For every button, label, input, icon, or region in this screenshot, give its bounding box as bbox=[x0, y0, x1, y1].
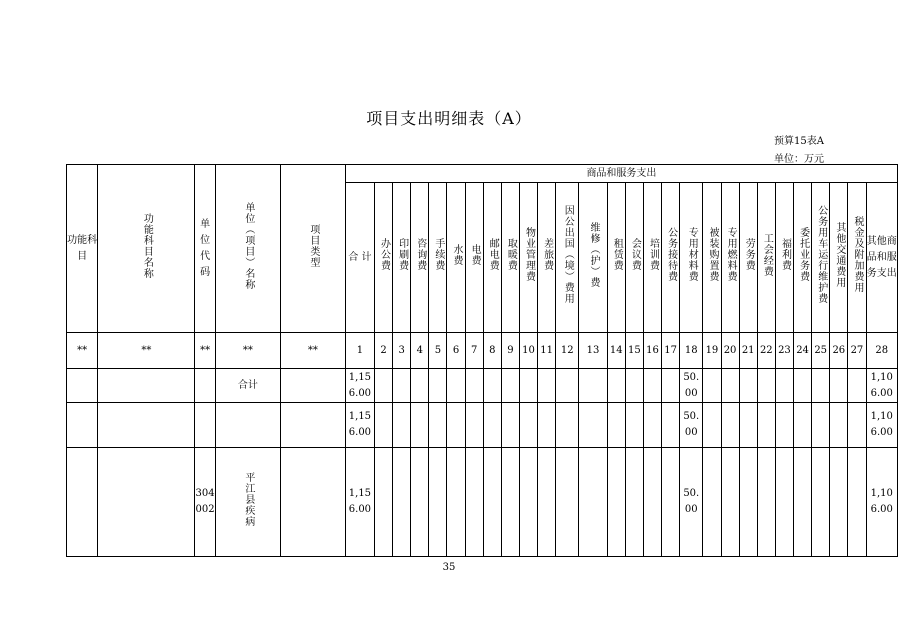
header-training: 培训费 bbox=[643, 183, 661, 333]
row-code: 304002 bbox=[195, 448, 216, 557]
col-no: 22 bbox=[757, 333, 775, 369]
col-no: 26 bbox=[830, 333, 848, 369]
col-no: 3 bbox=[393, 333, 411, 369]
header-vehicle: 公务用车运行维护费 bbox=[812, 183, 830, 333]
header-other: 其他商品和服务支出 bbox=[866, 183, 898, 333]
col-no: 12 bbox=[556, 333, 579, 369]
table-row bbox=[67, 448, 898, 557]
table-row bbox=[67, 369, 898, 403]
header-rent: 租赁费 bbox=[607, 183, 625, 333]
row-other: 1,106.00 bbox=[866, 403, 898, 448]
col-no: 5 bbox=[429, 333, 447, 369]
col-no: ** bbox=[67, 333, 98, 369]
row-material: 50.00 bbox=[680, 448, 703, 557]
col-no: ** bbox=[215, 333, 280, 369]
col-no: ** bbox=[280, 333, 345, 369]
col-no: 27 bbox=[848, 333, 866, 369]
header-printing: 印刷费 bbox=[393, 183, 411, 333]
row-other: 1,106.00 bbox=[866, 448, 898, 557]
header-transport: 其他交通费用 bbox=[830, 183, 848, 333]
row-name: 合计 bbox=[215, 369, 280, 403]
header-func-code: 功能科目名称 bbox=[98, 165, 195, 333]
col-no: 1 bbox=[345, 333, 374, 369]
col-no: 10 bbox=[519, 333, 537, 369]
col-no: 7 bbox=[465, 333, 483, 369]
col-no: 19 bbox=[703, 333, 721, 369]
header-power: 电费 bbox=[465, 183, 483, 333]
row-material: 50.00 bbox=[680, 369, 703, 403]
header-tax: 税金及附加费用 bbox=[848, 183, 866, 333]
header-heating: 取暖费 bbox=[501, 183, 519, 333]
col-no: 8 bbox=[483, 333, 501, 369]
table-row bbox=[67, 403, 898, 448]
row-material: 50.00 bbox=[680, 403, 703, 448]
col-no: 15 bbox=[625, 333, 643, 369]
row-name: 平江县疾病 bbox=[215, 448, 280, 557]
col-no: 28 bbox=[866, 333, 898, 369]
col-no: 4 bbox=[411, 333, 429, 369]
page-title: 项目支出明细表（A） bbox=[366, 109, 532, 128]
header-project-type: 项目类型 bbox=[280, 165, 345, 333]
page-number: 35 bbox=[442, 562, 456, 573]
col-no: 6 bbox=[447, 333, 465, 369]
unit-label: 单位：万元 bbox=[774, 154, 824, 165]
expense-table bbox=[66, 164, 898, 557]
row-total: 1,156.00 bbox=[345, 369, 374, 403]
header-fuel: 专用燃料费 bbox=[721, 183, 739, 333]
header-uniform: 被装购置费 bbox=[703, 183, 721, 333]
header-unit-name: 单位（项目）名称 bbox=[215, 165, 280, 333]
header-abroad: 因公出国（境）费用 bbox=[556, 183, 579, 333]
header-meeting: 会议费 bbox=[625, 183, 643, 333]
col-no: 11 bbox=[538, 333, 556, 369]
form-code: 预算15表A bbox=[774, 136, 824, 147]
column-number-row bbox=[67, 333, 898, 369]
row-total: 1,156.00 bbox=[345, 448, 374, 557]
col-no: ** bbox=[195, 333, 216, 369]
header-union: 工会经费 bbox=[757, 183, 775, 333]
header-material: 专用材料费 bbox=[680, 183, 703, 333]
col-no: 24 bbox=[794, 333, 812, 369]
header-office: 办公费 bbox=[374, 183, 392, 333]
header-unit-code: 单位代码 bbox=[195, 165, 216, 333]
header-repair: 维修（护）费 bbox=[579, 183, 607, 333]
col-no: 9 bbox=[501, 333, 519, 369]
header-reception: 公务接待费 bbox=[662, 183, 680, 333]
header-func-subject: 功能科目 bbox=[67, 165, 98, 333]
col-no: 16 bbox=[643, 333, 661, 369]
header-consult: 咨询费 bbox=[411, 183, 429, 333]
header-labor: 劳务费 bbox=[739, 183, 757, 333]
header-travel: 差旅费 bbox=[538, 183, 556, 333]
col-no: 21 bbox=[739, 333, 757, 369]
header-fee: 手续费 bbox=[429, 183, 447, 333]
header-property: 物业管理费 bbox=[519, 183, 537, 333]
col-no: 13 bbox=[579, 333, 607, 369]
row-total: 1,156.00 bbox=[345, 403, 374, 448]
col-no: 25 bbox=[812, 333, 830, 369]
col-no: 14 bbox=[607, 333, 625, 369]
col-no: 18 bbox=[680, 333, 703, 369]
col-no: 17 bbox=[662, 333, 680, 369]
col-no: 20 bbox=[721, 333, 739, 369]
header-post: 邮电费 bbox=[483, 183, 501, 333]
header-commission: 委托业务费 bbox=[794, 183, 812, 333]
header-goods-services-group: 商品和服务支出 bbox=[345, 165, 897, 183]
header-water: 水费 bbox=[447, 183, 465, 333]
row-other: 1,106.00 bbox=[866, 369, 898, 403]
col-no: 23 bbox=[775, 333, 793, 369]
col-no: 2 bbox=[374, 333, 392, 369]
header-welfare: 福利费 bbox=[775, 183, 793, 333]
header-total: 合 计 bbox=[345, 183, 374, 333]
col-no: ** bbox=[98, 333, 195, 369]
